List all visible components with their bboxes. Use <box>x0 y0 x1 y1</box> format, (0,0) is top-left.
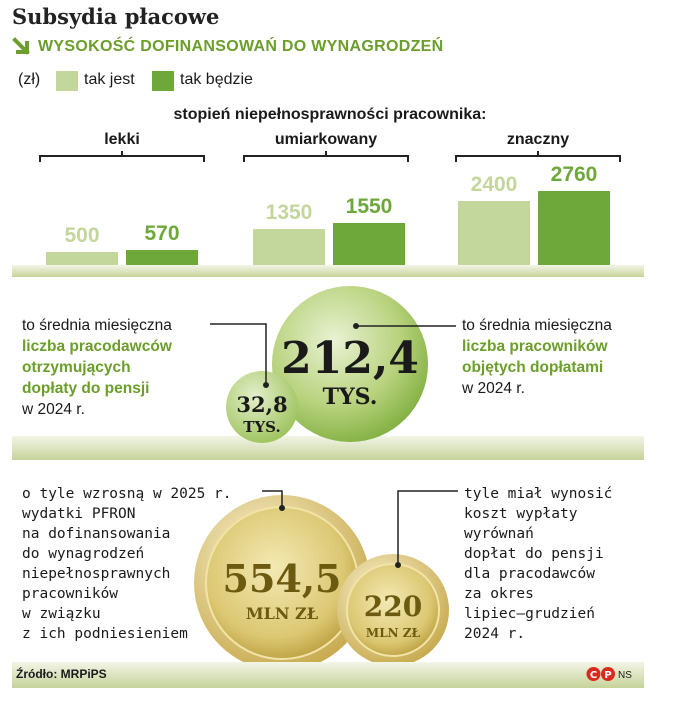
category-label-umiarkowany: umiarkowany <box>274 131 378 148</box>
cost-unit: MLN ZŁ <box>365 626 421 640</box>
pfron-unit: MLN ZŁ <box>245 604 319 623</box>
cost-description: tyle miał wynosić koszt wypłaty wyrównań dopłat do pensji dla pracodawców za okres lipiec–grudzień 2024 r. <box>464 486 613 642</box>
copyright-icon <box>586 666 616 682</box>
employers-description: to średnia miesięczna liczba pracodawców otrzymujących dopłaty do pensji w 2024 r. <box>22 317 172 418</box>
bar-value-lekki-current: 500 <box>64 223 100 247</box>
bar-value-lekki-future: 570 <box>144 221 180 245</box>
cost-leader-line <box>398 491 458 565</box>
category-label-znaczny: znaczny <box>506 131 570 148</box>
svg-text:C: C <box>589 670 598 681</box>
cost-value: 220 <box>363 590 423 623</box>
legend-label-future: tak będzie <box>180 71 253 88</box>
legend-label-current: tak jest <box>84 71 135 88</box>
bar-value-znaczny-current: 2400 <box>470 172 518 196</box>
bar-value-umiarkowany-current: 1350 <box>265 200 313 224</box>
employers-unit: TYS. <box>243 418 281 436</box>
employees-description: to średnia miesięczna liczba pracowników objętych dopłatami w 2024 r. <box>462 317 612 397</box>
category-label-lekki: lekki <box>104 131 140 148</box>
pfron-description: o tyle wzrosną w 2025 r. wydatki PFRON na dofinansowania do wynagrodzeń niepełnosprawnych pracowników w związku z ich podniesieniem <box>22 486 232 642</box>
chart-category-title: stopień niepełnosprawności pracownika: <box>173 106 487 123</box>
employers-value: 32,8 <box>236 392 288 417</box>
employees-value: 212,4 <box>281 333 419 384</box>
pfron-value: 554,5 <box>222 556 342 601</box>
svg-text:P: P <box>604 670 612 681</box>
chart-subtitle: WYSOKOŚĆ DOFINANSOWAŃ DO WYNAGRODZEŃ <box>38 38 444 55</box>
bar-value-znaczny-future: 2760 <box>550 163 598 186</box>
bar-value-umiarkowany-future: 1550 <box>345 195 393 219</box>
employees-unit: TYS. <box>322 384 378 410</box>
source-note: Źródło: MRPiPS <box>16 667 107 681</box>
agency-label: NS <box>618 670 632 681</box>
page-title: Subsydia płacowe <box>12 4 220 29</box>
unit-label: (zł) <box>18 71 41 88</box>
